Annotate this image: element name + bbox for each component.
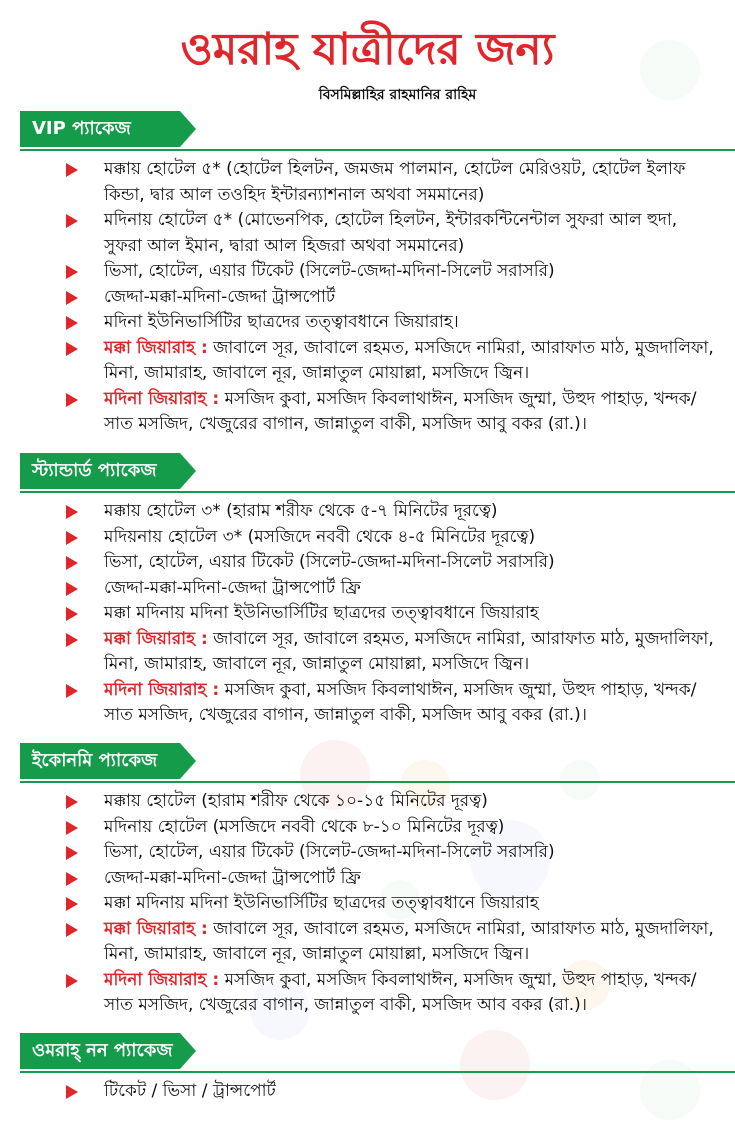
section-standard-package [0,453,735,729]
list-item [0,917,735,968]
item-label: মক্কা জিয়ারাহ : [104,628,208,649]
list-item [0,678,735,729]
item-text: মক্কায় হোটেল ৫* (হোটেল হিলটন, জমজম পালমান, হোটেল মেরিওয়ট, হোটেল ইলাফ কিন্ডা, দ্বার আল তওহিদ ইন্টারন্যাশনাল অথবা সমমানের) [104,159,686,205]
bullet-arrow-icon [66,393,78,407]
bullet-arrow-icon [66,291,78,305]
item-text: জেদ্দা-মক্কা-মদিনা-জেদ্দা ট্রান্সপোর্ট [104,286,336,307]
bullet-arrow-icon [66,214,78,228]
item-text: জাবালে সূর, জাবালে রহমত, মসজিদে নামিরা, আরাফাত মাঠ, মুজদালিফা, মিনা, জামারাহ, জাবালে নূর, জান্নাতুল মোয়াল্লা, মসজিদে জ্বিন। [104,337,714,383]
list-item [0,310,735,336]
item-text: মক্কা মদিনায় মদিনা ইউনিভার্সিটির ছাত্রদের তত্ত্বাবধানে জিয়ারাহ [104,603,539,623]
heading-arrow-shape [180,453,196,489]
section-heading [20,111,198,147]
package-item-list [0,1079,735,1105]
package-item-list [0,499,735,729]
package-item-list [0,157,735,438]
list-item [0,157,735,208]
list-item [0,1079,735,1105]
item-text: মদিয়নায় হোটেল ৩* (মসজিদে নববী থেকে ৪-৫ মিনিটের দূরত্বে) [104,526,536,547]
bullet-arrow-icon [66,974,78,988]
package-item-list [0,789,735,1019]
item-text: মসজিদ কুবা, মসজিদ কিবলাথাঈন, মসজিদ জুম্মা, উহুদ পাহাড়, খন্দক/সাত মসজিদ, খেজুরের বাগান, জান্নাতুল বাকী, মসজিদ আবু বকর (রা.)। [104,388,697,434]
bullet-arrow-icon [66,163,78,177]
item-text: ভিসা, হোটেল, এয়ার টিকেট (সিলেট-জেদ্দা-মদিনা-সিলেট সরাসরি) [104,261,555,281]
section-vip-package [0,111,735,438]
list-item [0,550,735,576]
section-heading-label: ইকোনমি প্যাকেজ [20,743,180,779]
item-text: জাবালে সূর, জাবালে রহমত, মসজিদে নামিরা, আরাফাত মাঠ, মুজদালিফা, মিনা, জামারাহ, জাবালে নূর, জান্নাতুল মোয়াল্লা, মসজিদে জ্বিন। [104,918,714,964]
item-label: মক্কা জিয়ারাহ : [104,337,208,358]
list-item [0,499,735,525]
section-non-package [0,1033,735,1105]
list-item [0,576,735,602]
bullet-arrow-icon [66,607,78,621]
list-item [0,891,735,917]
item-text: ভিসা, হোটেল, এয়ার টিকেট (সিলেট-জেদ্দা-মদিনা-সিলেট সরাসরি) [104,842,555,862]
item-label: মদিনা জিয়ারাহ : [104,679,220,700]
section-heading [20,1033,198,1069]
item-text: মক্কায় হোটেল ৩* (হারাম শরীফ থেকে ৫-৭ মিনিটের দূরত্বে) [104,501,498,521]
item-label: মক্কা জিয়ারাহ : [104,918,208,939]
section-heading-label: VIP প্যাকেজ [20,111,180,147]
item-text: মসজিদ কুবা, মসজিদ কিবলাথাঈন, মসজিদ জুম্মা, উহুদ পাহাড়, খন্দক/সাত মসজিদ, খেজুরের বাগান, জান্নাতুল বাকী, মসজিদ আব বকর (রা.)। [104,969,697,1015]
bullet-arrow-icon [66,846,78,860]
bullet-arrow-icon [66,316,78,330]
section-heading-label: স্ট্যান্ডার্ড প্যাকেজ [20,453,180,489]
list-item [0,789,735,815]
heading-arrow-shape [180,743,196,779]
bullet-arrow-icon [66,505,78,519]
item-text: মদিনায় হোটেল ৫* (মোভেনপিক, হোটেল হিলটন, ইন্টারকন্টিনেন্টাল সুফরা আল হুদা, সুফরা আল ইমান, দ্বারা আল হিজরা অথবা সমমানের) [104,210,678,256]
heading-arrow-shape [180,1033,196,1069]
section-economy-package [0,743,735,1019]
bullet-arrow-icon [66,556,78,570]
item-text: মক্কা মদিনায় মদিনা ইউনিভার্সিটির ছাত্রদের তত্ত্বাবধানে জিয়ারাহ [104,893,539,913]
bullet-arrow-icon [66,633,78,647]
bullet-arrow-icon [66,265,78,279]
bullet-arrow-icon [66,872,78,886]
bullet-arrow-icon [66,897,78,911]
list-item [0,968,735,1019]
list-item [0,336,735,387]
list-item [0,387,735,438]
item-text: ভিসা, হোটেল, এয়ার টিকেট (সিলেট-জেদ্দা-মদিনা-সিলেট সরাসরি) [104,552,555,572]
bullet-arrow-icon [66,821,78,835]
list-item [0,285,735,311]
item-text: জাবালে সূর, জাবালে রহমত, মসজিদে নামিরা, আরাফাত মাঠ, মুজদালিফা, মিনা, জামারাহ, জাবালে নূর, জান্নাতুল মোয়াল্লা, মসজিদে জ্বিন। [104,628,714,674]
list-item [0,525,735,551]
item-label: মদিনা জিয়ারাহ : [104,388,220,409]
item-text: টিকেট / ভিসা / ট্রান্সপোর্ট [104,1081,276,1101]
item-text: মদিনা ইউনিভার্সিটির ছাত্রদের তত্ত্বাবধানে জিয়ারাহ। [104,312,459,332]
list-item [0,627,735,678]
list-item [0,259,735,285]
item-text: মদিনায় হোটেল (মসজিদে নববী থেকে ৮-১০ মিনিটের দূরত্ব) [104,816,505,837]
item-text: মসজিদ কুবা, মসজিদ কিবলাথাঈন, মসজিদ জুম্মা, উহুদ পাহাড়, খন্দক/সাত মসজিদ, খেজুরের বাগান, জান্নাতুল বাকী, মসজিদ আবু বকর (রা.)। [104,679,697,725]
item-text: জেদ্দা-মক্কা-মদিনা-জেদ্দা ট্রান্সপোর্ট ফ্রি [104,577,361,598]
list-item [0,601,735,627]
list-item [0,866,735,892]
list-item [0,815,735,841]
item-label: মদিনা জিয়ারাহ : [104,969,220,990]
item-text: মক্কায় হোটেল (হারাম শরীফ থেকে ১০-১৫ মিনিটের দূরত্ব) [104,791,488,811]
bullet-arrow-icon [66,795,78,809]
bullet-arrow-icon [66,531,78,545]
page-subtitle: বিসমিল্লাহির রাহমানির রাহিম [318,87,477,103]
bullet-arrow-icon [66,923,78,937]
page-title: ওমরাহ যাত্রীদের জন্য [180,24,555,75]
bullet-arrow-icon [66,582,78,596]
list-item [0,840,735,866]
item-text: জেদ্দা-মক্কা-মদিনা-জেদ্দা ট্রান্সপোর্ট ফ্রি [104,867,361,888]
section-heading-label: ওমরাহ্ নন প্যাকেজ [20,1033,180,1069]
section-heading [20,453,198,489]
bullet-arrow-icon [66,1085,78,1099]
heading-arrow-shape [180,111,196,147]
bullet-arrow-icon [66,342,78,356]
bullet-arrow-icon [66,684,78,698]
section-heading [20,743,198,779]
list-item [0,208,735,259]
